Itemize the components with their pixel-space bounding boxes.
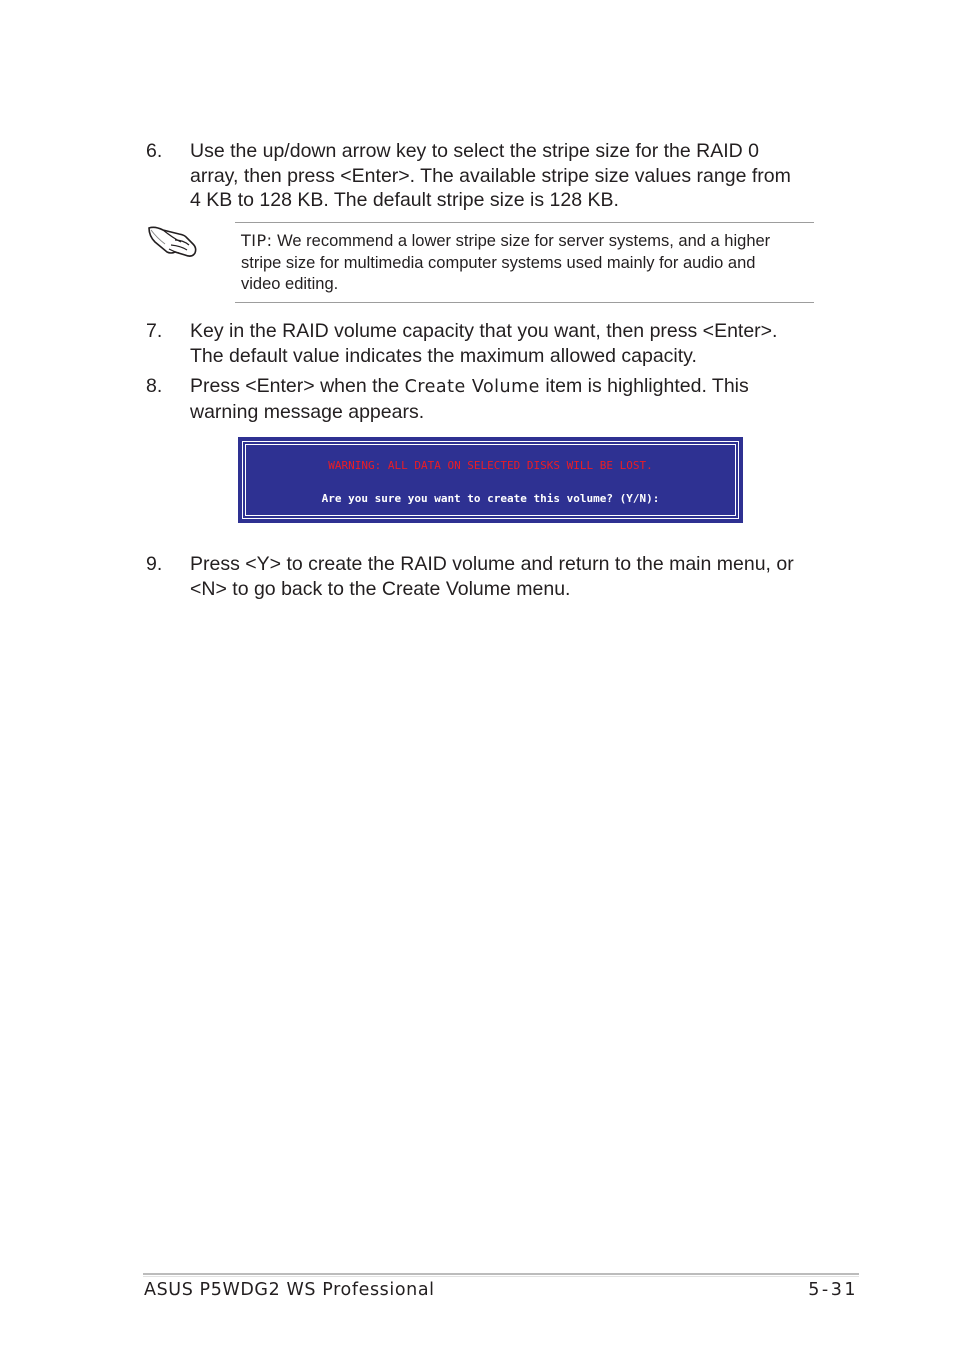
tip-label: TIP: bbox=[241, 231, 273, 250]
dialog-confirm-prompt: Are you sure you want to create this volume? (Y/N): bbox=[321, 492, 660, 505]
step-text: Use the up/down arrow key to select the stripe size for the RAID 0 array, then press <Enter>. The available stripe size values range from 4 KB to 128 KB. The default stripe size is 128 KB. bbox=[190, 140, 791, 211]
step-number: 6. bbox=[146, 140, 163, 162]
tip-bottom-rule bbox=[235, 302, 814, 303]
step-number: 7. bbox=[146, 320, 163, 342]
footer-rule-light bbox=[143, 1276, 859, 1277]
dialog-inner-frame bbox=[245, 444, 736, 516]
warning-dialog bbox=[238, 437, 743, 523]
dialog-warning-text: WARNING: ALL DATA ON SELECTED DISKS WILL BE LOST. bbox=[328, 459, 653, 472]
tip-top-rule bbox=[235, 222, 814, 223]
step-number: 8. bbox=[146, 375, 163, 397]
step-text: Press <Enter> when the Create Volume item is highlighted. This warning message appears. bbox=[190, 375, 749, 423]
dialog-frame bbox=[242, 441, 739, 519]
footer-page-number: 5-31 bbox=[808, 1280, 858, 1300]
footer-rule bbox=[143, 1273, 859, 1275]
step-text: Press <Y> to create the RAID volume and return to the main menu, or <N> to go back to the Create Volume menu. bbox=[190, 553, 794, 600]
footer-product-name: ASUS P5WDG2 WS Professional bbox=[144, 1280, 435, 1300]
step-number: 9. bbox=[146, 553, 163, 575]
pointing-hand-icon bbox=[145, 218, 201, 262]
tip-text: TIP: We recommend a lower stripe size for server systems, and a higher stripe size for multimedia computer systems used mainly for audio and video editing. bbox=[241, 231, 771, 293]
create-volume-keyword: Create Volume bbox=[404, 377, 540, 397]
step-text: Key in the RAID volume capacity that you want, then press <Enter>. The default value indicates the maximum allowed capacity. bbox=[190, 320, 778, 367]
